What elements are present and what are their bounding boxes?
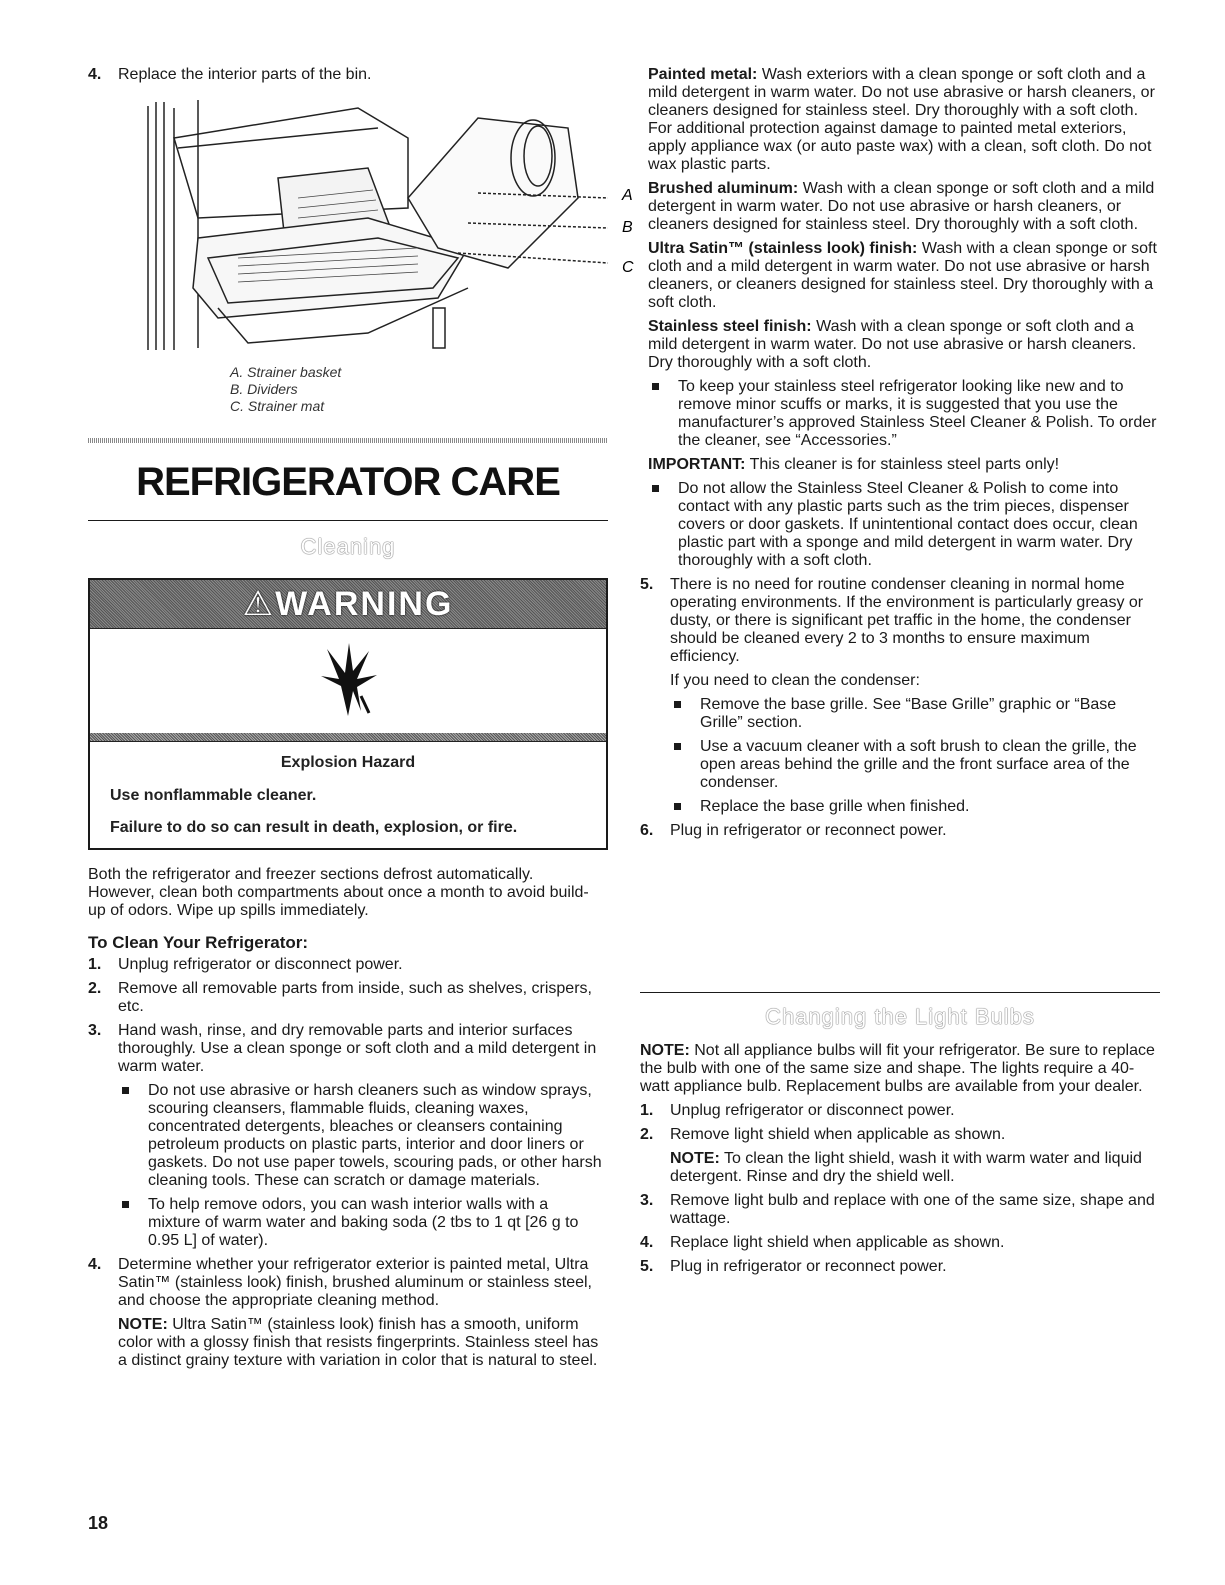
step-text: Determine whether your refrigerator exterior is painted metal, Ultra Satin™ (stainless look) finish, brushed aluminum or stainless steel, and choose the appropriate cleaning method.	[118, 1256, 592, 1309]
bulb-step-1	[640, 1102, 1160, 1120]
list-item: Do not use abrasive or harsh cleaners such as window sprays, scouring cleansers, flammable fluids, cleaning waxes, concentrated detergents, bleaches or cleansers containing petroleum products on plastic parts, interior and door liners or gaskets. Do not use paper towels, scouring pads, or other harsh cleaning tools. These can scratch or damage materials.	[118, 1082, 604, 1190]
painted-metal-paragraph	[648, 66, 1160, 174]
finish-text: Wash exteriors with a clean sponge or soft cloth and a mild detergent in warm water. Do not use abrasive or harsh cleaners, or cleaners designed for stainless steel. Dry thoroughly with a soft cloth. For additional protection against damage to painted metal exteriors, apply appliance wax (or auto paste wax) with a clean, soft cloth. Do not wax plastic parts.	[648, 66, 1155, 173]
step-number: 4.	[640, 1234, 654, 1251]
warning-header-text: WARNING	[275, 585, 454, 623]
note-text: Ultra Satin™ (stainless look) finish has a smooth, uniform color with a glossy finish that resists fingerprints. Stainless steel has a distinct grainy texture with variation in color that is natural to steel.	[118, 1316, 599, 1369]
step-text: Remove all removable parts from inside, such as shelves, crispers, etc.	[118, 980, 592, 1015]
important-paragraph	[648, 456, 1160, 474]
note-text: To clean the light shield, wash it with warm water and liquid detergent. Rinse and dry the shield well.	[670, 1150, 1142, 1185]
step-text: Remove light bulb and replace with one of the same size, shape and wattage.	[670, 1192, 1155, 1227]
step-number: 3.	[640, 1192, 654, 1209]
bulb-note-2	[640, 1150, 1160, 1186]
step-6	[640, 822, 1160, 840]
step-number: 4.	[88, 66, 102, 83]
finish-text: Wash with a clean sponge or soft cloth and a mild detergent in warm water. Do not use abrasive or harsh cleaners, or cleaners designed for stainless steel. Dry thoroughly with a soft cloth.	[648, 240, 1157, 311]
title-rule	[88, 520, 608, 521]
step-1	[88, 956, 604, 974]
caption-a: A. Strainer basket	[230, 364, 342, 380]
finish-paragraphs	[640, 66, 1160, 840]
finish-label: Ultra Satin™ (stainless look) finish:	[648, 240, 918, 257]
finish-label: Stainless steel finish:	[648, 318, 812, 335]
important-text: This cleaner is for stainless steel parts only!	[749, 456, 1060, 473]
finish-label: Brushed aluminum:	[648, 180, 799, 197]
warning-box	[88, 578, 608, 850]
explosion-icon	[313, 641, 383, 721]
bulb-step-2	[640, 1126, 1160, 1144]
finish-label: Painted metal:	[648, 66, 758, 83]
figure-label-c: C	[622, 259, 634, 276]
note-text: Not all appliance bulbs will fit your refrigerator. Be sure to replace the bulb with one of the same size and shape. The lights require a 40-watt appliance bulb. Replacement bulbs are available from your dealer.	[640, 1042, 1155, 1095]
section-title: REFRIGERATOR CARE	[136, 460, 560, 504]
warning-line-1: Use nonflammable cleaner.	[110, 787, 317, 804]
step-number: 5.	[640, 576, 654, 593]
list-item: Use a vacuum cleaner with a soft brush to clean the grille, the open areas behind the grille and the front surface area of the condenser.	[670, 738, 1160, 792]
step-number: 6.	[640, 822, 654, 839]
note-label: NOTE:	[118, 1316, 168, 1333]
step-2	[88, 980, 604, 1016]
warning-symbol-icon: ⚠	[242, 585, 276, 623]
step-text: There is no need for routine condenser cleaning in normal home operating environments. If the environment is particularly greasy or dusty, or there is significant pet traffic in the home, the condenser should be cleaned every 2 to 3 months to ensure maximum efficiency.	[670, 576, 1144, 665]
hazard-title: Explosion Hazard	[280, 754, 416, 771]
bulbs-rule	[640, 992, 1160, 993]
stainless-steel-paragraph	[648, 318, 1160, 372]
step-4-exterior	[88, 1256, 604, 1310]
bulb-step-4	[640, 1234, 1160, 1252]
bulbs-section	[640, 1042, 1160, 1276]
list-item: Remove the base grille. See “Base Grille” graphic or “Base Grille” section.	[670, 696, 1160, 732]
dotted-divider	[88, 438, 608, 443]
bulb-step-5	[640, 1258, 1160, 1276]
ultra-satin-paragraph	[648, 240, 1160, 312]
list-item: Do not allow the Stainless Steel Cleaner & Polish to come into contact with any plastic parts such as the trim pieces, dispenser covers or door gaskets. If unintentional contact does occur, clean plastic part with a sponge and mild detergent in warm water. Dry thoroughly with a soft cloth.	[648, 480, 1160, 570]
figure-captions	[230, 364, 341, 415]
step-number: 4.	[88, 1256, 102, 1273]
step-number: 3.	[88, 1022, 102, 1039]
page-number: 18	[88, 1513, 109, 1533]
step-text: Unplug refrigerator or disconnect power.	[670, 1102, 955, 1119]
caption-b: B. Dividers	[230, 381, 298, 397]
warning-header	[90, 580, 606, 628]
step-number: 1.	[88, 956, 102, 973]
cleaning-steps	[88, 956, 604, 1370]
step-number: 2.	[640, 1126, 654, 1143]
step-number: 2.	[88, 980, 102, 997]
bulbs-title: Changing the Light Bulbs	[765, 1004, 1035, 1029]
important-label: IMPORTANT:	[648, 456, 746, 473]
step-number: 1.	[640, 1102, 654, 1119]
subsection-title: Cleaning	[300, 534, 396, 559]
condenser-subtext: If you need to clean the condenser:	[670, 672, 920, 689]
step-number: 5.	[640, 1258, 654, 1275]
step-text: Unplug refrigerator or disconnect power.	[118, 956, 403, 973]
step-text: Plug in refrigerator or reconnect power.	[670, 822, 947, 839]
step-text: Remove light shield when applicable as shown.	[670, 1126, 1006, 1143]
brushed-aluminum-paragraph	[648, 180, 1160, 234]
warning-line-2: Failure to do so can result in death, explosion, or fire.	[110, 819, 518, 836]
list-item: To help remove odors, you can wash interior walls with a mixture of warm water and baking soda (2 tbs to 1 qt [26 g to 0.95 L] of water).	[118, 1196, 604, 1250]
clean-heading: To Clean Your Refrigerator:	[88, 933, 309, 952]
list-item: To keep your stainless steel refrigerator looking like new and to remove minor scuffs or marks, it is suggested that you use the manufacturer’s approved Stainless Steel Cleaner & Polish. To order the cleaner, see “Accessories.”	[648, 378, 1160, 450]
figure-label-a: A	[622, 187, 633, 204]
caption-c: C. Strainer mat	[230, 398, 325, 414]
figure-label-b: B	[622, 219, 633, 236]
note-label: NOTE:	[670, 1150, 720, 1167]
bulb-step-3	[640, 1192, 1160, 1228]
step-3	[88, 1022, 604, 1076]
step-5-condenser	[640, 576, 1160, 666]
bulbs-note	[640, 1042, 1160, 1096]
finish-note	[88, 1316, 604, 1370]
step-text: Replace light shield when applicable as shown.	[670, 1234, 1005, 1251]
finish-text: Wash with a clean sponge or soft cloth and a mild detergent in warm water. Do not use abrasive or harsh cleaners, or cleaners designed for stainless steel. Dry thoroughly with a soft cloth.	[648, 180, 1155, 233]
list-item: Replace the base grille when finished.	[670, 798, 1160, 816]
intro-paragraph: Both the refrigerator and freezer sections defrost automatically. However, clean both compartments about once a month to avoid build-up of odors. Wipe up spills immediately.	[88, 866, 589, 919]
warning-band	[90, 733, 606, 741]
step-text: Hand wash, rinse, and dry removable parts and interior surfaces thoroughly. Use a clean sponge or soft cloth and a mild detergent in warm water.	[118, 1022, 597, 1075]
bin-illustration	[138, 98, 638, 360]
explosion-icon-area	[90, 629, 606, 733]
step-text: Plug in refrigerator or reconnect power.	[670, 1258, 947, 1275]
step-4-bin	[88, 66, 638, 84]
finish-text: Wash with a clean sponge or soft cloth and a mild detergent in warm water. Do not use abrasive or harsh cleaners. Dry thoroughly with a soft cloth.	[648, 318, 1137, 371]
note-label: NOTE:	[640, 1042, 690, 1059]
step-text: Replace the interior parts of the bin.	[118, 66, 372, 83]
